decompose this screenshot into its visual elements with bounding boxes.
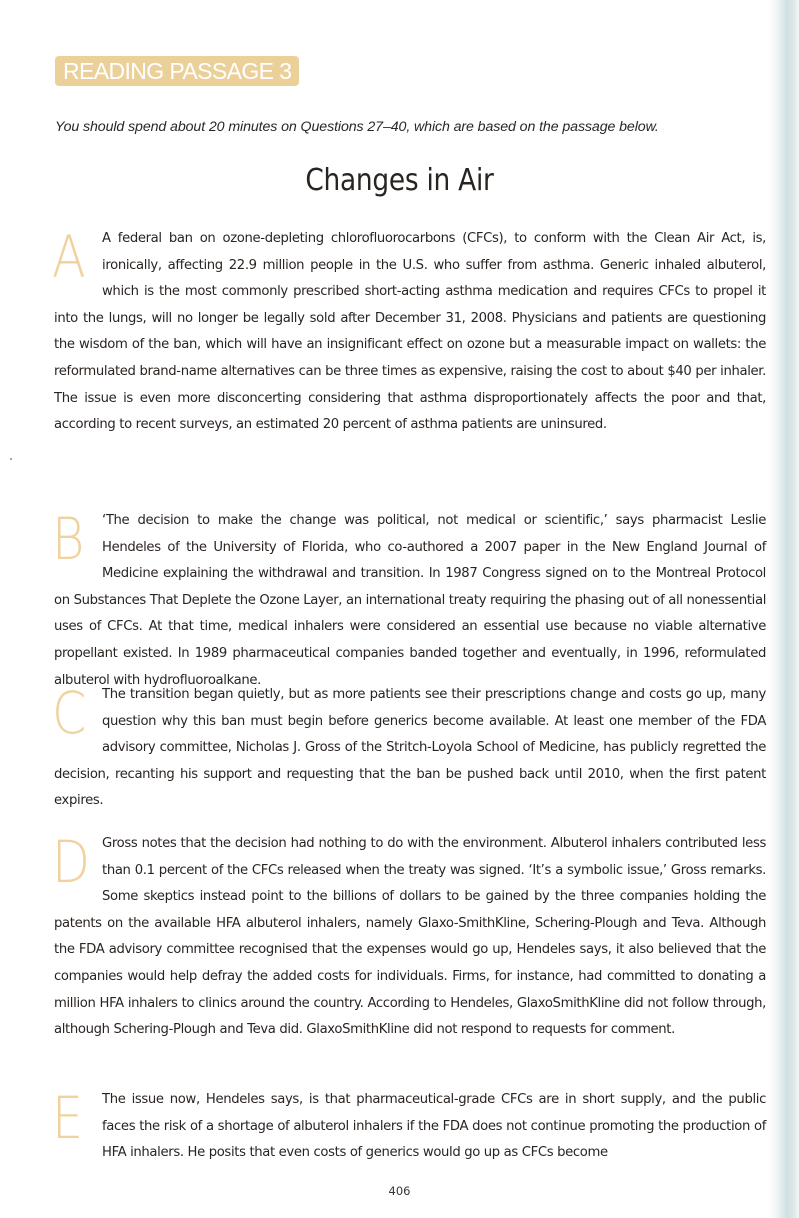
dropcap-letter-e: E <box>52 1084 83 1152</box>
article-title: Changes in Air <box>305 163 494 198</box>
paragraph-d <box>52 828 766 1044</box>
section-banner <box>55 56 299 86</box>
paragraph-text: A federal ban on ozone-depleting chlorofluorocarbons (CFCs), to conform with the Clean Air Act, is, ironically, affecting 22.9 million people in the U.S. who suffer from asthma. Generic inhaled albuterol, which is the most commonly prescribed short-acting asthma medication and requires CFCs to propel it into the lungs, will no longer be legally sold after December 31, 2008. Physicians and patients are questioning the wisdom of the ban, which will have an insignificant effect on ozone but a measurable impact on wallets: the reformulated brand-name alternatives can be three times as expensive, raising the cost to about $40 per inhaler. The issue is even more disconcerting considering that asthma disproportionately affects the poor and that, according to recent surveys, an estimated 20 percent of asthma patients are uninsured. <box>54 231 766 433</box>
paragraph-text: The issue now, Hendeles says, is that pharmaceutical-grade CFCs are in short supply, and the public faces the risk of a shortage of albuterol inhalers if the FDA does not continue promoting the production of HFA inhalers. He posits that even costs of generics would go up as CFCs become <box>102 1092 766 1161</box>
paragraph-c <box>52 679 766 815</box>
dropcap-letter-d: D <box>52 828 90 896</box>
dropcap-letter-c: C <box>52 679 87 747</box>
paragraph-e <box>52 1084 766 1167</box>
paragraph-text: The transition began quietly, but as more patients see their prescriptions change and costs go up, many question why this ban must begin before generics become available. At least one member of the FDA advisory committee, Nicholas J. Gross of the Stritch-Loyola School of Medicine, has publicly regretted the decision, recanting his support and requesting that the ban be pushed back until 2010, when the first patent expires. <box>54 687 766 809</box>
paragraph-a <box>52 223 766 439</box>
page-number: 406 <box>388 1184 411 1198</box>
page-binding-edge <box>769 0 799 1218</box>
section-label: READING PASSAGE 3 <box>63 58 292 84</box>
paragraph-b <box>52 505 767 694</box>
dropcap-letter-b: B <box>52 505 84 573</box>
margin-mark <box>10 458 12 460</box>
paragraph-text: ‘The decision to make the change was political, not medical or scientific,’ says pharmacist Leslie Hendeles of the University of Florida, who co-authored a 2007 paper in the New England Journal of Medicine explaining the withdrawal and transition. In 1987 Congress signed on to the Montreal Protocol on Substances That Deplete the Ozone Layer, an international treaty requiring the phasing out of all nonessential uses of CFCs. At that time, medical inhalers were considered an essential use because no viable alternative propellant existed. In 1989 pharmaceutical companies banded together and eventually, in 1996, reformulated albuterol with hydrofluoroalkane. <box>54 513 767 688</box>
paragraph-text: Gross notes that the decision had nothing to do with the environment. Albuterol inhalers contributed less than 0.1 percent of the CFCs released when the treaty was signed. ‘It’s a symbolic issue,’ Gross remarks. Some skeptics instead point to the billions of dollars to be gained by the three companies holding the patents on the available HFA albuterol inhalers, namely Glaxo-SmithKline, Schering-Plough and Teva. Although the FDA advisory committee recognised that the expenses would go up, Hendeles says, it also believed that the companies would help defray the added costs for individuals. Firms, for instance, had committed to donating a million HFA inhalers to clinics around the country. According to Hendeles, GlaxoSmithKline did not follow through, although Schering-Plough and Teva did. GlaxoSmithKline did not respond to requests for comment. <box>54 836 766 1038</box>
dropcap-letter-a: A <box>52 223 86 291</box>
instruction-text: You should spend about 20 minutes on Questions 27–40, which are based on the passage below. <box>55 119 659 135</box>
